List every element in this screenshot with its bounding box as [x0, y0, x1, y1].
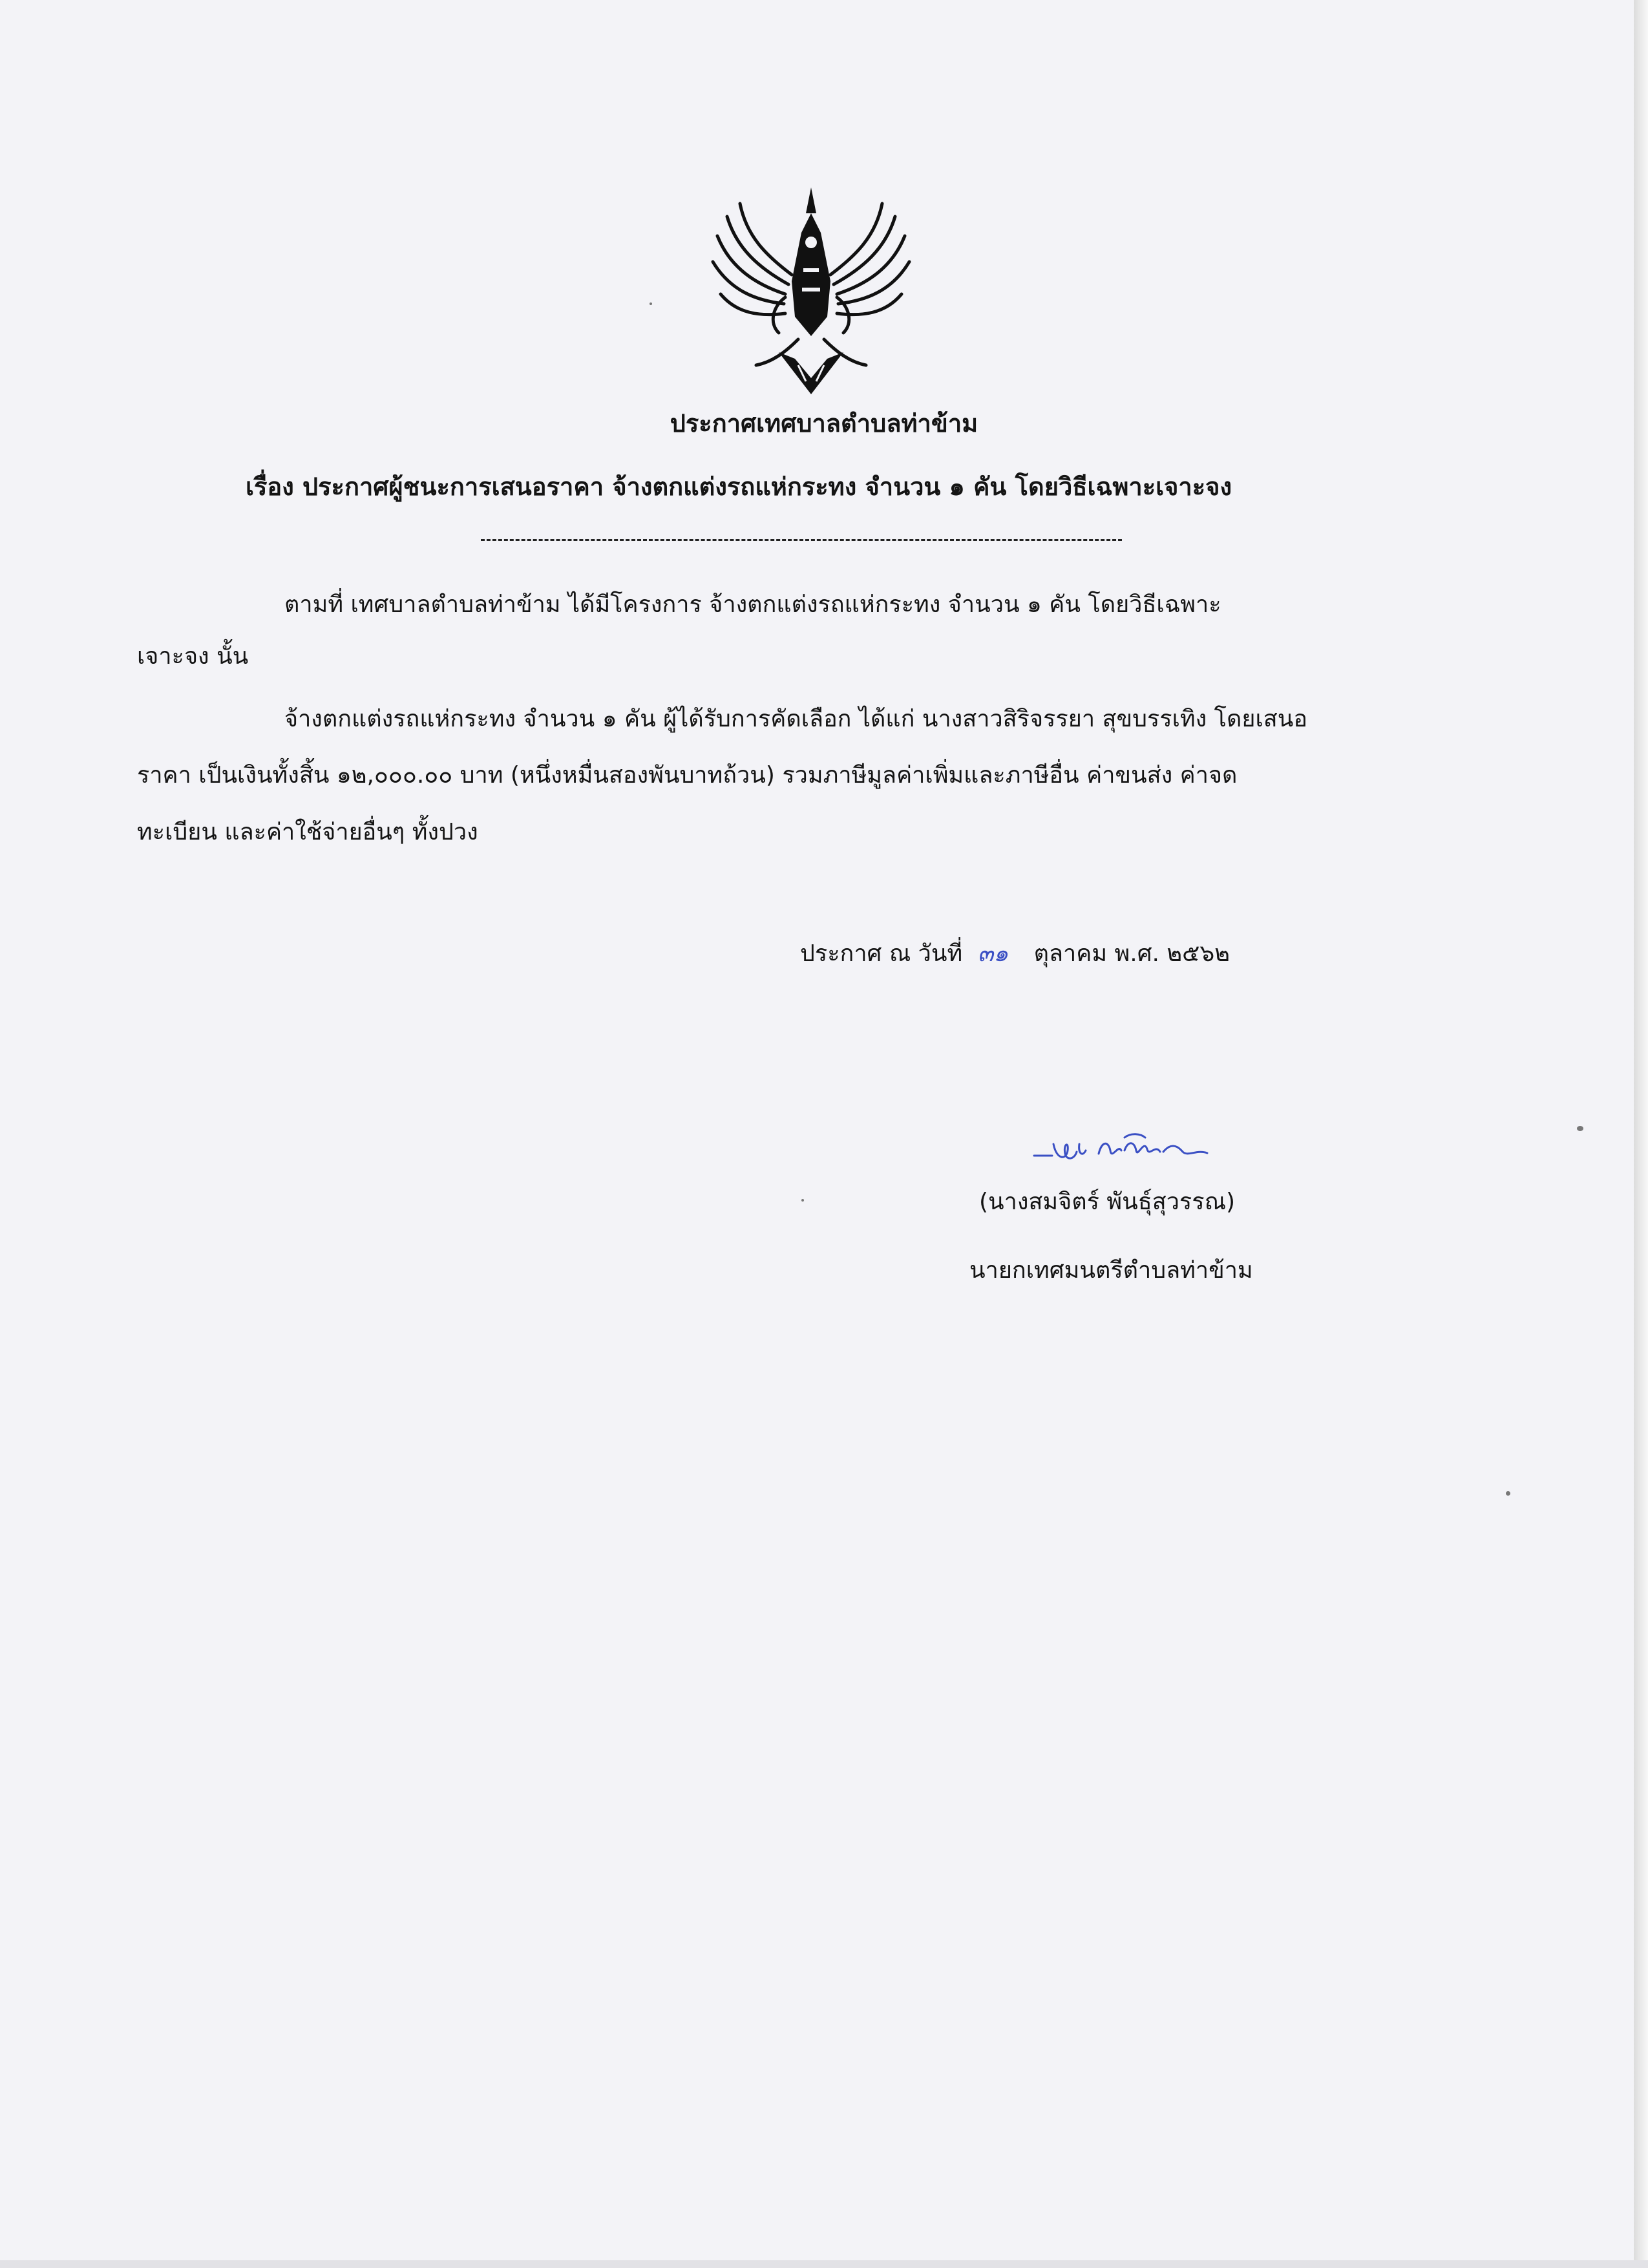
announcement-date: [800, 942, 1230, 966]
scan-edge-bottom: [0, 2260, 1648, 2268]
signer-name: (นางสมจิตร์ พันธุ์สุวรรณ): [979, 1189, 1236, 1215]
scan-speck: [1506, 1491, 1510, 1496]
paragraph-2-line-3: ทะเบียน และค่าใช้จ่ายอื่นๆ ทั้งปวง: [137, 819, 478, 845]
date-month-year: ตุลาคม พ.ศ. ๒๕๖๒: [1033, 940, 1230, 967]
paragraph-1-line-2: เจาะจง นั้น: [137, 643, 249, 670]
dashed-divider: [481, 539, 1122, 541]
date-day-handwritten: ๓๑: [977, 940, 1009, 967]
subject-heading: เรื่อง ประกาศผู้ชนะการเสนอราคา จ้างตกแต่งรถแห่กระทง จำนวน ๑ คัน โดยวิธีเฉพาะเจาะจง: [246, 472, 1232, 501]
scan-speck: [650, 302, 652, 305]
handwritten-signature-icon: [1028, 1125, 1221, 1176]
scan-speck: [1577, 1126, 1583, 1131]
scan-edge-right: [1634, 0, 1648, 2268]
signer-title: นายกเทศมนตรีตำบลท่าข้าม: [969, 1257, 1253, 1284]
paragraph-2-line-1: จ้างตกแต่งรถแห่กระทง จำนวน ๑ คัน ผู้ได้รับการคัดเลือก ได้แก่ นางสาวสิริจรรยา สุขบรรเทิง โดยเสนอ: [284, 706, 1307, 732]
scan-speck: [801, 1199, 804, 1202]
garuda-emblem-icon: [695, 178, 927, 404]
paragraph-1-line-1: ตามที่ เทศบาลตำบลท่าข้าม ได้มีโครงการ จ้างตกแต่งรถแห่กระทง จำนวน ๑ คัน โดยวิธีเฉพาะ: [284, 591, 1221, 618]
paragraph-2-line-2: ราคา เป็นเงินทั้งสิ้น ๑๒,๐๐๐.๐๐ บาท (หนึ่งหมื่นสองพันบาทถ้วน) รวมภาษีมูลค่าเพิ่มและภาษีอื่น ค่าขนส่ง ค่าจด: [137, 762, 1238, 789]
date-prefix: ประกาศ ณ วันที่: [800, 940, 963, 967]
issuer-heading: ประกาศเทศบาลตำบลท่าข้าม: [670, 409, 978, 438]
